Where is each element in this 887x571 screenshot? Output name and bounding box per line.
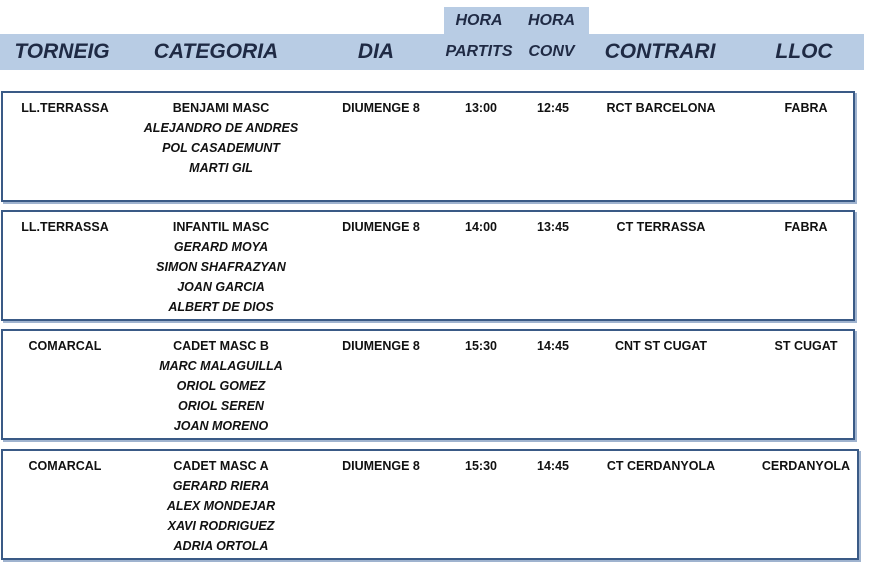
match-block [1,91,855,202]
player-list [131,237,311,317]
categoria-value: BENJAMI MASC [172,101,270,115]
lloc-value: CERDANYOLA [761,459,851,473]
player-name: ALEJANDRO DE ANDRES [143,121,299,135]
match-block [1,449,859,560]
player-name: GERARD MOYA [173,240,269,254]
header-dia: DIA [357,40,395,63]
header-categoria: CATEGORIA [153,40,279,63]
contrari-value: CT CERDANYOLA [606,459,716,473]
header-hora-partits: PARTITS [445,43,513,60]
hora-conv-value: 14:45 [537,339,569,353]
header-torneig: TORNEIG [14,40,110,63]
player-name: JOAN MORENO [173,419,269,433]
player-name: JOAN GARCIA [177,280,265,294]
player-list [131,476,311,556]
contrari-value: RCT BARCELONA [606,101,716,115]
contrari-value: CNT ST CUGAT [614,339,708,353]
match-block [1,329,855,440]
torneig-value: LL.TERRASSA [21,220,109,234]
dia-value: DIUMENGE 8 [342,459,420,473]
player-name: ALEX MONDEJAR [166,499,276,513]
dia-value: DIUMENGE 8 [342,101,420,115]
player-name: ORIOL SEREN [178,399,264,413]
player-name: MARTI GIL [189,161,253,175]
header-lloc: LLOC [775,40,833,63]
hora-partit-value: 14:00 [465,220,497,234]
hora-partits-top-label: HORA [444,7,514,34]
hora-conv-top-label: HORA [514,7,589,34]
hora-partit-value: 15:30 [465,339,497,353]
hora-conv-value: 13:45 [537,220,569,234]
player-name: POL CASADEMUNT [162,141,280,155]
player-list [131,356,311,436]
hora-conv-value: 14:45 [537,459,569,473]
player-name: GERARD RIERA [172,479,270,493]
categoria-value: CADET MASC B [173,339,269,353]
header-contrari: CONTRARI [604,40,716,63]
torneig-value: COMARCAL [28,459,102,473]
categoria-value: INFANTIL MASC [172,220,270,234]
lloc-value: ST CUGAT [774,339,838,353]
player-name: XAVI RODRIGUEZ [167,519,275,533]
hora-conv-value: 12:45 [537,101,569,115]
categoria-value: CADET MASC A [173,459,269,473]
torneig-value: LL.TERRASSA [21,101,109,115]
dia-value: DIUMENGE 8 [342,339,420,353]
player-name: ALBERT DE DIOS [168,300,274,314]
lloc-value: FABRA [784,101,828,115]
dia-value: DIUMENGE 8 [342,220,420,234]
player-name: SIMON SHAFRAZYAN [156,260,286,274]
player-name: MARC MALAGUILLA [159,359,283,373]
hora-partit-value: 15:30 [465,459,497,473]
player-list [131,118,311,178]
header-bar [0,34,864,70]
player-name: ORIOL GOMEZ [176,379,266,393]
player-name: ADRIA ORTOLA [173,539,269,553]
match-block [1,210,855,321]
hora-partit-value: 13:00 [465,101,497,115]
contrari-value: CT TERRASSA [616,220,706,234]
header-hora-conv: CONV [528,43,575,60]
lloc-value: FABRA [784,220,828,234]
torneig-value: COMARCAL [28,339,102,353]
